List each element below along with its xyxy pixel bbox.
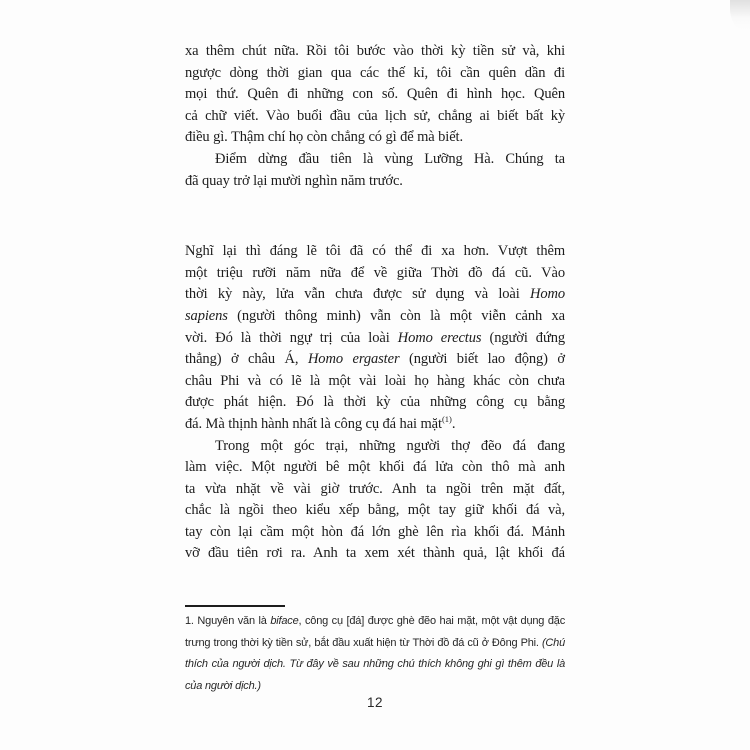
footnote-reference: (1): [441, 414, 452, 425]
text-line: [185, 436, 565, 458]
footnote-divider: [185, 605, 285, 607]
text-segment: tay còn lại cầm một hòn đá lớn ghè lên rìa khối đá. Mảnh: [185, 523, 565, 540]
text-segment: cả chữ viết. Vào buổi đầu của lịch sử, chẳng ai biết bất kỳ: [185, 107, 565, 124]
text-segment: Homo: [529, 286, 565, 303]
text-segment: 1. Nguyên văn là: [185, 615, 271, 627]
text-line: [185, 263, 565, 285]
paragraph-2: [185, 149, 565, 192]
footnote-text: [185, 613, 565, 699]
text-segment: (Chú: [541, 636, 565, 649]
text-segment: điều gì. Thậm chí họ còn chẳng có gì để mà biết.: [185, 129, 464, 146]
text-line: [185, 349, 565, 371]
text-line: [185, 457, 565, 479]
text-line: [185, 392, 565, 414]
text-segment: (người đứng: [481, 329, 566, 346]
paragraph-3: [185, 241, 565, 435]
text-segment: vời. Đó là thời ngự trị của loài: [185, 329, 398, 346]
text-segment: một triệu rưỡi năm nữa để về giữa Thời đồ đá cũ. Vào: [185, 264, 565, 281]
text-line: [185, 414, 565, 436]
text-segment: , công cụ [đá] được ghè đẽo hai mặt, một vật dụng đặc: [298, 615, 566, 627]
paragraph-4: [185, 436, 565, 566]
text-segment: Điểm dừng đầu tiên là vùng Lưỡng Hà. Chúng ta: [215, 150, 565, 167]
text-segment: Homo ergaster: [307, 351, 400, 368]
text-line: [185, 328, 565, 350]
text-segment: châu Phi và có lẽ là một vài loài họ hàng khác còn chưa: [185, 372, 565, 389]
text-line: [185, 106, 565, 128]
text-line: [185, 371, 565, 393]
text-segment: Trong một góc trại, những người thợ đẽo đá đang: [215, 437, 565, 454]
text-segment: Homo erectus: [397, 329, 482, 346]
text-segment: chắc là ngồi theo kiểu xếp bằng, một tay giữ khối đá và,: [185, 502, 565, 519]
text-segment: ngược dòng thời gian qua các thế kỉ, tôi cần quên dần đi: [185, 64, 565, 81]
text-line: [185, 84, 565, 106]
text-segment: đã quay trở lại mười nghìn năm trước.: [185, 172, 403, 189]
text-line: [185, 656, 565, 678]
page-number: 12: [366, 695, 384, 710]
text-segment: biface: [270, 615, 299, 627]
text-segment: trưng trong thời kỳ tiền sử, bắt đầu xuất hiện từ Thời đồ đá cũ ở Đông Phi.: [185, 636, 542, 649]
text-line: [185, 479, 565, 501]
text-line: [185, 149, 565, 171]
text-line: [185, 522, 565, 544]
text-segment: làm việc. Một người bê một khối đá lửa còn thô mà anh: [185, 459, 565, 476]
text-line: [185, 41, 565, 63]
body-text: [185, 41, 565, 565]
text-segment: xa thêm chút nữa. Rồi tôi bước vào thời kỳ tiền sử và, khi: [185, 43, 565, 59]
text-line: [185, 635, 565, 657]
text-segment: thẳng) ở châu Á,: [185, 351, 308, 368]
text-segment: (người thông minh) vẫn còn là một viễn cảnh xa: [227, 307, 565, 324]
text-segment: (người biết lao động) ở: [399, 351, 565, 368]
text-line: [185, 543, 565, 565]
text-segment: thời kỳ này, lửa vẫn chưa được sử dụng và loài: [185, 286, 530, 303]
text-segment: đá. Mà thịnh hành nhất là công cụ đá hai mặt: [185, 415, 442, 432]
footnote: [185, 605, 565, 699]
text-segment: của người dịch.): [185, 679, 261, 692]
text-segment: ta vừa nhặt về vài giờ trước. Anh ta ngồi trên mặt đất,: [185, 480, 565, 497]
text-line: [185, 306, 565, 328]
text-segment: vỡ đầu tiên rơi ra. Anh ta xem xét thành quả, lật khối đá: [185, 545, 565, 562]
scan-smudge: [730, 0, 750, 30]
text-segment: thích của người dịch. Từ đây về sau những chú thích không ghi gì thêm đều là: [185, 658, 565, 671]
text-segment: Nghĩ lại thì đáng lẽ tôi đã có thể đi xa hơn. Vượt thêm: [185, 243, 565, 260]
text-line: [185, 613, 565, 635]
text-line: [185, 241, 565, 263]
text-line: [185, 284, 565, 306]
text-segment: sapiens: [185, 307, 228, 324]
text-segment: được phát hiện. Đó là thời kỳ của những công cụ bằng: [185, 394, 565, 411]
text-segment: .: [451, 415, 456, 432]
paragraph-1: [185, 41, 565, 149]
text-line: [185, 500, 565, 522]
text-line: [185, 127, 565, 149]
text-line: [185, 171, 565, 193]
text-segment: mọi thứ. Quên đi những con số. Quên đi hình học. Quên: [185, 86, 565, 103]
text-line: [185, 63, 565, 85]
